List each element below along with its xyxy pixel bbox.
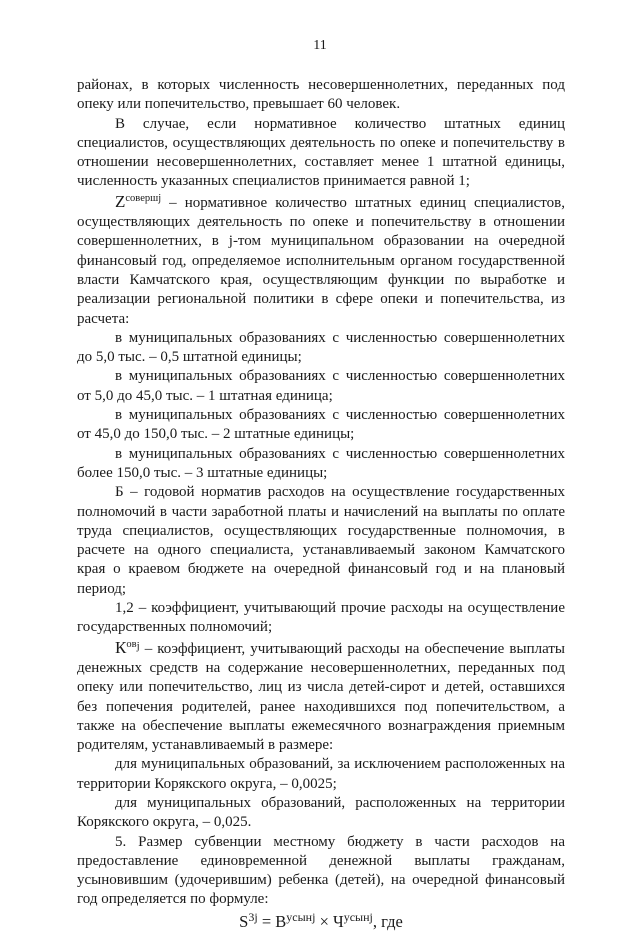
paragraph: Б – годовой норматив расходов на осуществление государственных полномочий в части заработной платы и начислений на выплаты по оплате труда специалистов, осуществляющих государственные полномочия, в расчете на одного специалиста, устанавливаемый законом Камчатского края о краевом бюджете на очередной финансовый год и на плановый период; xyxy=(77,484,565,597)
formula-eq: = xyxy=(257,911,276,931)
formula xyxy=(77,909,565,931)
paragraph: 1,2 – коэффициент, учитывающий прочие расходы на осуществление государственных полномочий; xyxy=(77,600,565,636)
paragraph: в муниципальных образованиях с численностью совершеннолетних от 45,0 до 150,0 тыс. – 2 штатные единицы; xyxy=(77,407,565,443)
paragraph: для муниципальных образований, расположенных на территории Корякского округа, – 0,025. xyxy=(77,794,565,831)
page-number: 11 xyxy=(313,38,327,53)
formula-c: Ч xyxy=(333,911,344,931)
formula-b: В xyxy=(275,911,287,931)
paragraph: в муниципальных образованиях с численностью совершеннолетних до 5,0 тыс. – 0,5 штатной единицы; xyxy=(77,329,565,366)
z-definition-text: – нормативное количество штатных единиц специалистов, осуществляющих деятельность по опеке и попечительству в отношении совершеннолетних, в j-том муниципальном образовании на очередной финансовый год, определяемое исполнительным органом государственной власти Камчатского края, осуществляющим функции по выработке и реализации региональной политики в сфере опеки и попечительства, из расчета: xyxy=(77,194,565,327)
k-definition-text: – коэффициент, учитывающий расходы на обеспечение выплаты денежных средств на содержание несовершеннолетних, переданных под опеку или попечительство, лиц из числа детей-сирот и детей, оставшихся без попечения родителей, ранее находившихся под попечительством, а также на обеспечение выплаты ежемесячного вознаграждения приемным родителям, устанавливаемый в размере: xyxy=(77,640,565,754)
formula-c-sup: усынj xyxy=(343,909,373,924)
paragraph: районах, в которых численность несовершеннолетних, переданных под опеку или попечительство, превышает 60 человек. xyxy=(77,77,565,113)
k-subscript: j xyxy=(136,639,140,652)
z-symbol: Z xyxy=(115,191,126,211)
formula-b-sup: усынj xyxy=(286,909,316,924)
formula-lhs: S xyxy=(239,911,249,931)
paragraph: в муниципальных образованиях с численностью совершеннолетних более 150,0 тыс. – 3 штатные единицы; xyxy=(77,445,565,481)
paragraph: 5. Размер субвенции местному бюджету в части расходов на предоставление единовременной денежной выплаты гражданам, усыновившим (удочерившим) ребенка (детей), на очередной финансовый год определяется по формуле: xyxy=(77,833,565,908)
formula-lhs-sup: 3j xyxy=(248,909,258,924)
document-body xyxy=(77,76,565,931)
k-symbol: К xyxy=(115,637,127,657)
paragraph: в муниципальных образованиях с численностью совершеннолетних от 5,0 до 45,0 тыс. – 1 штатная единица; xyxy=(77,368,565,404)
formula-tail: , где xyxy=(372,911,403,931)
k-definition xyxy=(77,638,565,756)
paragraph: В случае, если нормативное количество штатных единиц специалистов, осуществляющих деятельность по опеке и попечительству в отношении несовершеннолетних, составляет менее 1 штатной единицы, численность указанных специалистов принимается равной 1; xyxy=(77,115,565,190)
formula-times: × xyxy=(315,911,333,931)
paragraph: для муниципальных образований, за исключением расположенных на территории Корякского округа, – 0,0025; xyxy=(77,756,565,792)
z-definition xyxy=(77,192,565,329)
k-superscript: ов xyxy=(126,638,137,650)
z-superscript: совершj xyxy=(125,192,162,204)
